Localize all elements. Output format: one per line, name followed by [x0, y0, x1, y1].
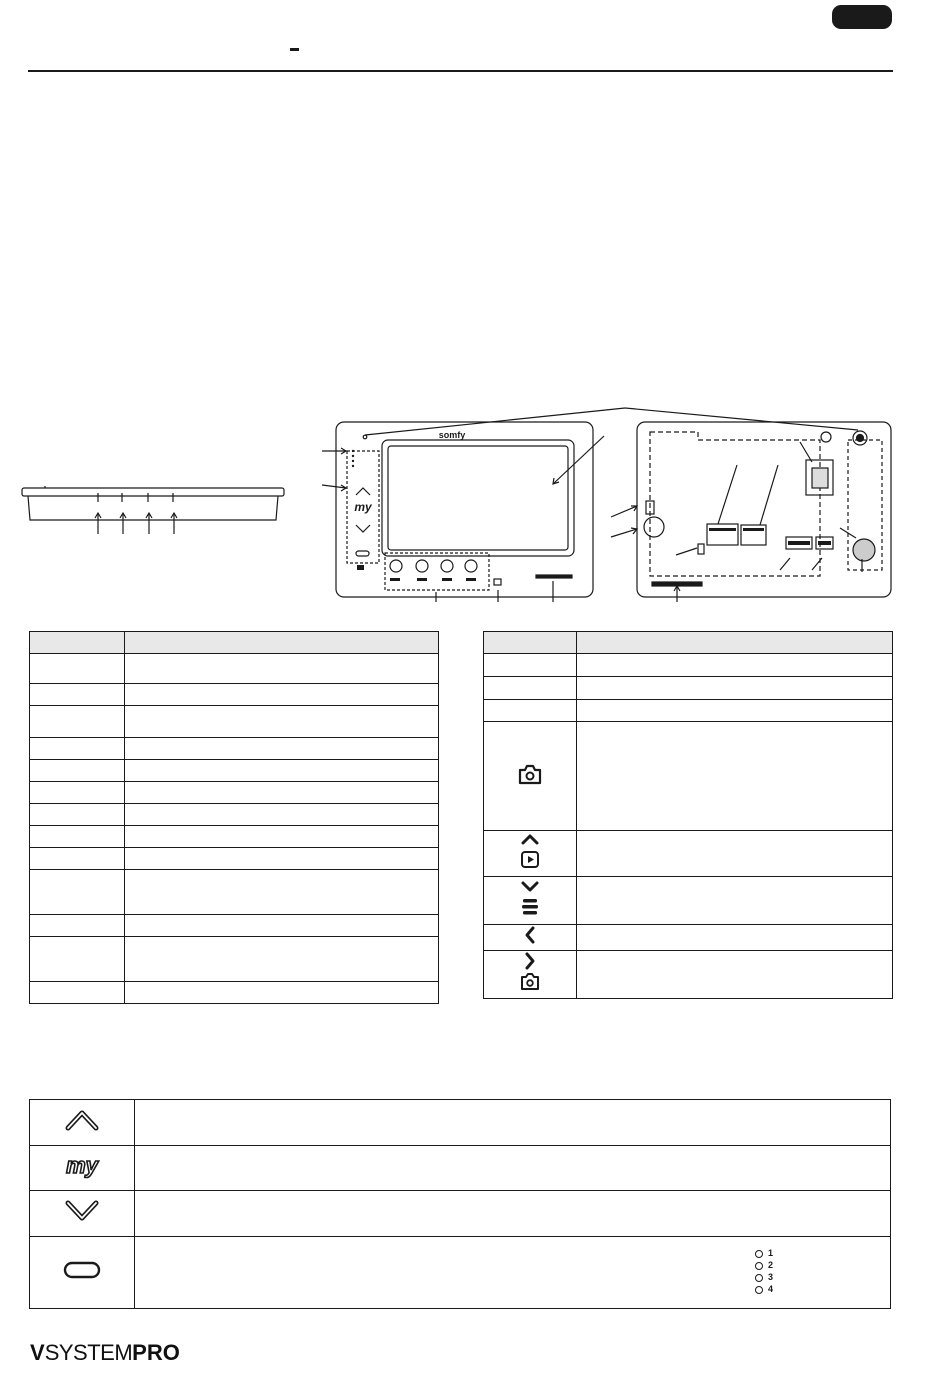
- table-row: [484, 877, 893, 925]
- table-row: [30, 870, 439, 915]
- led-indicator-list: [755, 1247, 795, 1295]
- title-separator: [290, 48, 299, 51]
- table-row: [30, 706, 439, 738]
- brand-pro: PRO: [132, 1340, 180, 1365]
- table-row: [484, 951, 893, 999]
- camera-icon: [517, 762, 543, 786]
- chevron-down-menu-icons: [518, 877, 542, 919]
- table-row: [30, 654, 439, 684]
- footer-brand-logo: [30, 1340, 180, 1366]
- table-row: [30, 848, 439, 870]
- keypad-my-label: my: [354, 500, 372, 514]
- table-row: [30, 982, 439, 1004]
- table-row: [30, 684, 439, 706]
- header-rule: [28, 70, 893, 72]
- brand-v: V: [30, 1340, 45, 1365]
- led-indicator-2: 2: [755, 1259, 795, 1271]
- chevron-down-icon: [64, 1198, 100, 1224]
- chevron-up-play-icons: [518, 831, 542, 871]
- table-row: [484, 831, 893, 877]
- camera-icon: [522, 974, 538, 989]
- device-rear-view: [611, 422, 891, 602]
- device-front-view: [322, 408, 858, 602]
- right-description-table: [483, 631, 893, 999]
- table-row: [30, 760, 439, 782]
- led-indicator-4: 4: [755, 1283, 795, 1295]
- chevron-right-camera-icons: [518, 951, 542, 993]
- svg-text:my: my: [66, 1152, 98, 1178]
- chevron-up-icon: [523, 836, 537, 843]
- table-row: [30, 826, 439, 848]
- table-row: [484, 677, 893, 700]
- device-illustrations: [0, 380, 950, 610]
- table-row: [30, 915, 439, 937]
- table-row: [30, 1237, 891, 1309]
- table-row: [484, 722, 893, 831]
- table-row: [30, 738, 439, 760]
- keypad-legend-table: [29, 1099, 891, 1309]
- left-description-table: [29, 631, 439, 1004]
- front-led-row: [352, 450, 476, 581]
- table-row: [30, 1191, 891, 1237]
- table-row: [484, 654, 893, 677]
- rear-connector-pins: [709, 528, 831, 545]
- table-row: [484, 925, 893, 951]
- chevron-left-icon: [523, 925, 537, 945]
- table-row: [30, 1100, 891, 1146]
- select-button-icon: [62, 1260, 102, 1280]
- my-icon: [54, 1151, 110, 1181]
- menu-icon: [522, 899, 538, 915]
- table-row: [30, 782, 439, 804]
- brand-system: SYSTEM: [44, 1340, 133, 1365]
- chevron-down-icon: [523, 883, 537, 890]
- table-row: [30, 804, 439, 826]
- led-indicator-1: 1: [755, 1247, 795, 1259]
- table-row: [30, 937, 439, 982]
- table-row: [30, 1146, 891, 1191]
- page-badge: [832, 5, 892, 29]
- chevron-up-icon: [64, 1107, 100, 1133]
- table-row: [484, 700, 893, 722]
- led-indicator-3: 3: [755, 1271, 795, 1283]
- brand-logo: somfy: [438, 430, 466, 440]
- chevron-right-icon: [527, 954, 533, 968]
- device-side-view: [22, 486, 284, 534]
